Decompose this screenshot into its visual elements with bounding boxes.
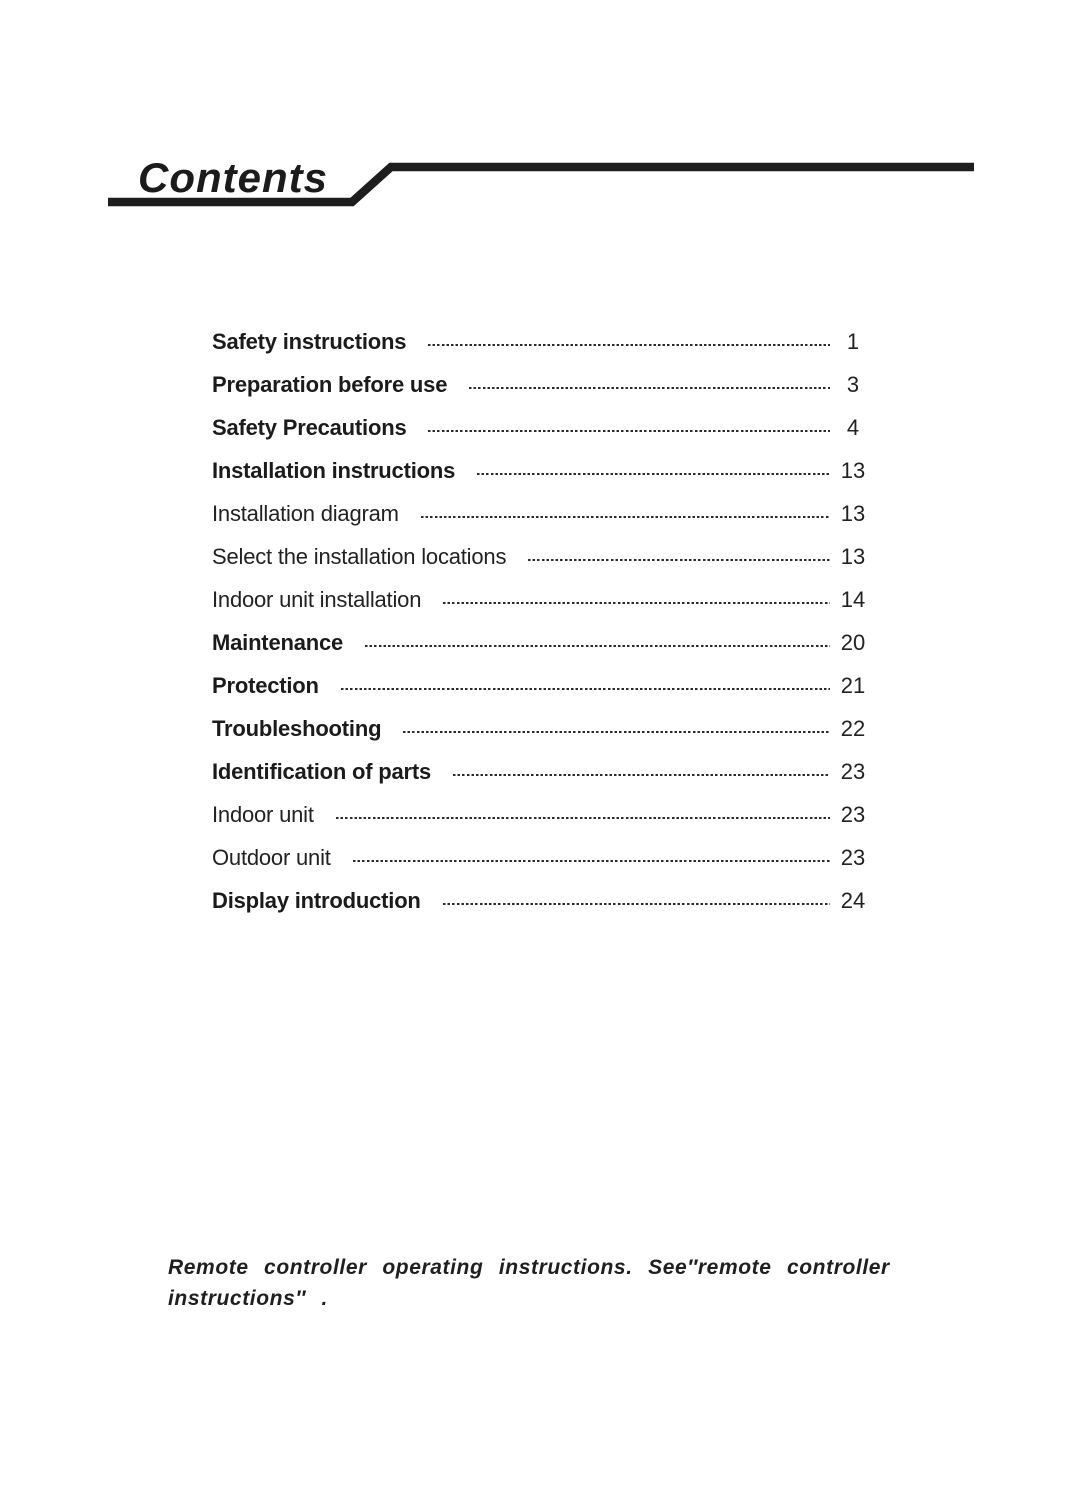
toc-list: [212, 320, 876, 922]
toc-entry: [212, 320, 876, 363]
toc-entry-label: Outdoor unit: [212, 844, 331, 870]
footer-note: [168, 1252, 948, 1314]
toc-entry-label: Installation diagram: [212, 500, 399, 526]
toc-leader-line: [336, 817, 830, 819]
toc-leader-line: [365, 645, 830, 647]
toc-entry-label: Protection: [212, 672, 319, 698]
toc-entry: [212, 621, 876, 664]
toc-entry-label: Installation instructions: [212, 457, 456, 483]
toc-entry: [212, 836, 876, 879]
toc-page-number: 14: [840, 586, 866, 612]
toc-leader-line: [443, 903, 830, 905]
toc-leader-line: [428, 430, 830, 432]
toc-leader-line: [403, 731, 830, 733]
toc-page-number: 13: [840, 500, 866, 526]
toc-leader-line: [469, 387, 830, 389]
toc-page-number: 22: [840, 715, 866, 741]
toc-leader-line: [341, 688, 830, 690]
toc-leader-line: [421, 516, 830, 518]
toc-leader-line: [428, 344, 830, 346]
toc-entry: [212, 363, 876, 406]
toc-leader-line: [477, 473, 830, 475]
toc-entry: [212, 406, 876, 449]
toc-page-number: 3: [846, 371, 860, 397]
toc-entry: [212, 449, 876, 492]
toc-entry: [212, 793, 876, 836]
toc-page-number: 20: [840, 629, 866, 655]
toc-entry-label: Preparation before use: [212, 371, 448, 397]
toc-entry-label: Display introduction: [212, 887, 421, 913]
toc-page-number: 13: [840, 543, 866, 569]
toc-leader-line: [443, 602, 830, 604]
toc-page-number: 4: [846, 414, 860, 440]
toc-page-number: 23: [840, 844, 866, 870]
toc-page-number: 21: [840, 672, 866, 698]
toc-entry-label: Troubleshooting: [212, 715, 382, 741]
toc-page-number: 23: [840, 758, 866, 784]
toc-entry-label: Identification of parts: [212, 758, 432, 784]
toc-entry: [212, 535, 876, 578]
toc-entry: [212, 492, 876, 535]
toc-leader-line: [353, 860, 830, 862]
toc-entry: [212, 664, 876, 707]
toc-page-number: 23: [840, 801, 866, 827]
toc-leader-line: [453, 774, 830, 776]
toc-entry: [212, 879, 876, 922]
footer-note-line2: instructions″ .: [168, 1287, 328, 1310]
toc-entry-label: Maintenance: [212, 629, 344, 655]
toc-entry: [212, 578, 876, 621]
toc-page-number: 24: [840, 887, 866, 913]
toc-page-number: 13: [840, 457, 866, 483]
toc-entry-label: Indoor unit: [212, 801, 314, 827]
toc-page-number: 1: [846, 328, 860, 354]
toc-entry-label: Indoor unit installation: [212, 586, 422, 612]
footer-note-line1: Remote controller operating instructions. See″remote controller: [168, 1256, 890, 1279]
toc-leader-line: [528, 559, 830, 561]
toc-entry-label: Safety Precautions: [212, 414, 407, 440]
toc-entry: [212, 750, 876, 793]
toc-entry-label: Safety instructions: [212, 328, 407, 354]
toc-entry-label: Select the installation locations: [212, 543, 507, 569]
page-title: Contents: [138, 154, 328, 201]
toc-entry: [212, 707, 876, 750]
